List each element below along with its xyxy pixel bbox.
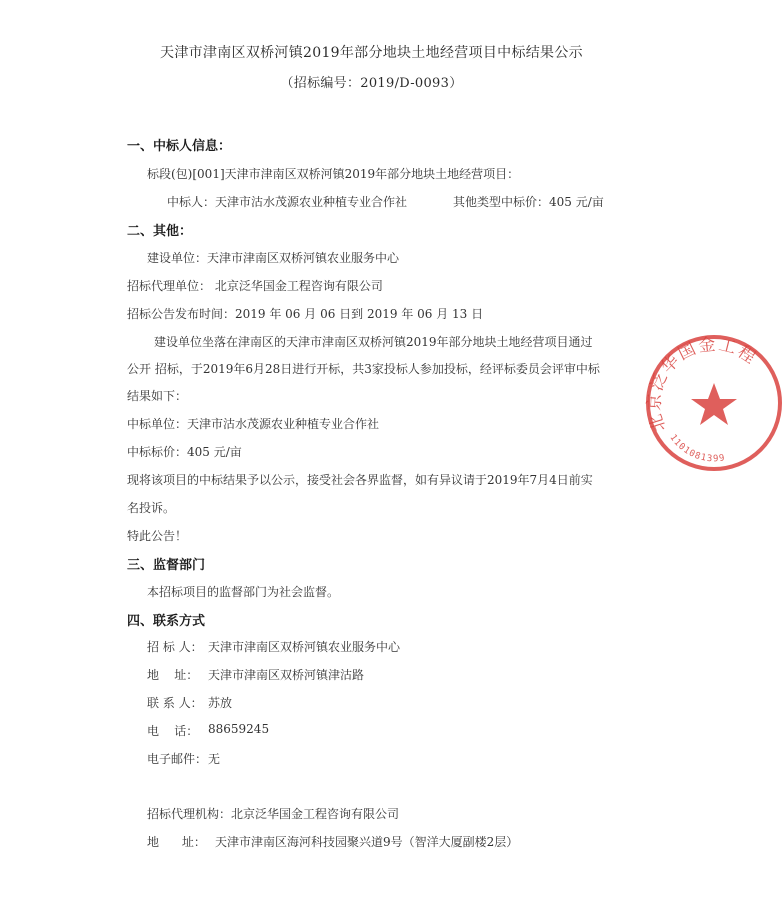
agency-address-value: 天津市津南区海河科技园聚兴道9号（智洋大厦副楼2层） <box>215 835 519 849</box>
result-unit-line: 中标单位：天津市沽水茂源农业种植专业合作社 <box>127 417 380 431</box>
lot-line: 标段(包)[001]天津市津南区双桥河镇2019年部分地块土地经营项目： <box>147 167 520 181</box>
seal-number: 1101081399 <box>667 432 727 465</box>
star-icon <box>691 383 737 425</box>
notice-line: 名投诉。 <box>127 501 176 515</box>
contact-label: 电子邮件： <box>147 752 208 766</box>
contact-value: 无 <box>208 752 221 766</box>
svg-text:1101081399 <box>667 433 726 464</box>
section-heading-supervision: 三、监督部门 <box>127 558 206 573</box>
seal-text: 北京泛华国金工程 <box>644 334 761 434</box>
paragraph-line: 结果如下： <box>127 389 188 403</box>
contact-label: 招 标 人： <box>147 640 203 654</box>
builder-line: 建设单位：天津市津南区双桥河镇农业服务中心 <box>147 251 400 265</box>
section-heading-contact: 四、联系方式 <box>127 614 206 629</box>
contact-label: 电 话： <box>147 724 199 738</box>
section-heading-winner-info: 一、中标人信息： <box>127 139 232 154</box>
agency-line: 招标代理单位： 北京泛华国金工程咨询有限公司 <box>127 279 383 293</box>
agency-contact-line: 招标代理机构：北京泛华国金工程咨询有限公司 <box>147 807 400 821</box>
winner-price: 其他类型中标价：405 元/亩 <box>453 195 604 209</box>
contact-value: 天津市津南区双桥河镇津沽路 <box>208 668 365 682</box>
contact-value: 苏放 <box>208 696 233 710</box>
supervision-text: 本招标项目的监督部门为社会监督。 <box>147 585 340 599</box>
paragraph-line: 公开 招标，于2019年6月28日进行开标，共3家投标人参加投标，经评标委员会评审中标 <box>127 362 600 376</box>
notice-line: 现将该项目的中标结果予以公示，接受社会各界监督，如有异议请于2019年7月4日前实 <box>127 473 593 487</box>
contact-label: 地 址： <box>147 668 199 682</box>
section-heading-other: 二、其他： <box>127 224 193 239</box>
document-title: 天津市津南区双桥河镇2019年部分地块土地经营项目中标结果公示 <box>160 45 583 61</box>
period-line: 招标公告发布时间：2019 年 06 月 06 日到 2019 年 06 月 13 日 <box>127 307 484 321</box>
tender-code: （招标编号：2019/D-0093） <box>280 76 463 91</box>
contact-value: 88659245 <box>208 722 270 736</box>
paragraph-line: 建设单位坐落在津南区的天津市津南区双桥河镇2019年部分地块土地经营项目通过 <box>154 335 593 349</box>
winner-line: 中标人：天津市沽水茂源农业种植专业合作社 <box>167 195 408 209</box>
agency-address-label: 地 址： <box>147 835 206 849</box>
contact-value: 天津市津南区双桥河镇农业服务中心 <box>208 640 401 654</box>
contact-label: 联 系 人： <box>147 696 203 710</box>
company-seal-stamp <box>644 333 784 473</box>
closing-line: 特此公告！ <box>127 529 188 543</box>
result-price-line: 中标标价：405 元/亩 <box>127 445 242 459</box>
